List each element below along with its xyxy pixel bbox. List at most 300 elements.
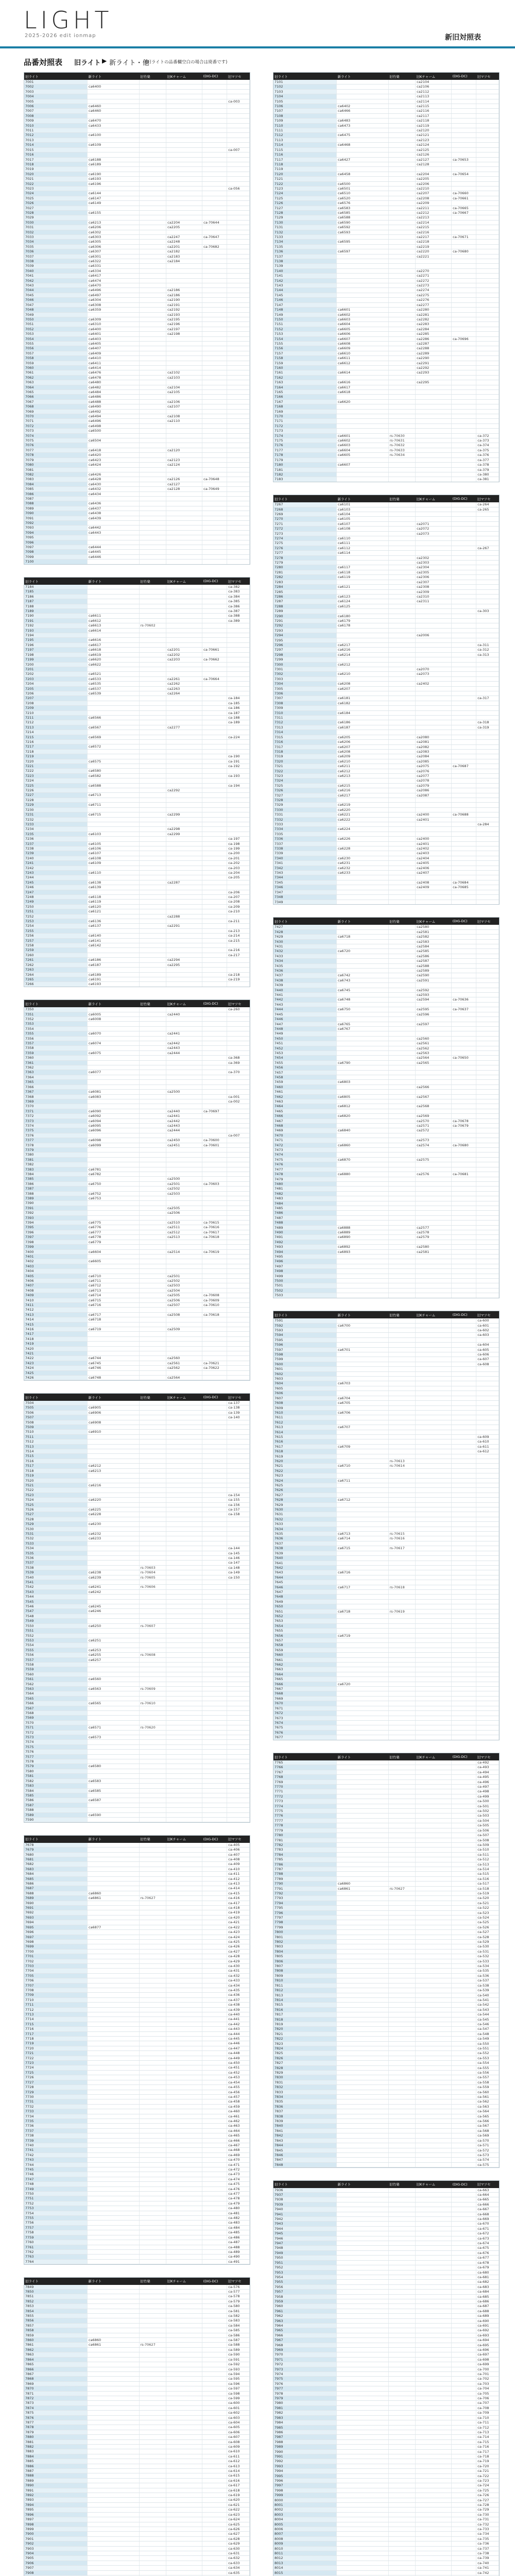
part-number-cell: ca6745 — [88, 1361, 140, 1365]
part-number-cell — [337, 1623, 389, 1628]
part-number-cell — [416, 536, 452, 541]
part-number-cell — [166, 1735, 202, 1740]
part-number-cell — [476, 744, 499, 749]
part-number-cell: ca-207 — [227, 895, 250, 900]
old-part-number: 7226 — [24, 788, 88, 793]
part-number-cell — [166, 1527, 202, 1531]
old-part-number: 7153 — [273, 332, 337, 336]
part-number-cell: ca2220 — [416, 249, 452, 254]
part-number-cell — [227, 443, 250, 448]
part-number-cell — [416, 1565, 452, 1570]
part-number-cell — [139, 1439, 166, 1444]
table-row — [273, 365, 499, 370]
old-part-number: 7397 — [24, 1235, 88, 1240]
part-number-cell — [388, 1473, 416, 1478]
part-number-cell — [202, 443, 227, 448]
table-row — [24, 1638, 250, 1642]
part-number-cell — [227, 365, 250, 370]
part-number-cell — [202, 1798, 227, 1803]
part-number-cell — [416, 1454, 452, 1459]
table-row — [273, 370, 499, 375]
part-number-cell: ca6118 — [337, 570, 389, 574]
part-number-cell — [166, 1449, 202, 1454]
table-row — [24, 1862, 250, 1867]
part-number-cell: ca2204 — [416, 172, 452, 176]
part-number-cell — [452, 317, 476, 321]
old-part-number: 7651 — [273, 1609, 337, 1614]
table-row — [24, 109, 250, 113]
part-number-cell — [202, 1735, 227, 1740]
part-number-cell — [139, 837, 166, 841]
part-number-cell — [139, 822, 166, 826]
part-number-cell — [166, 953, 202, 957]
old-part-number: 7074 — [24, 433, 88, 438]
part-number-cell — [388, 1696, 416, 1701]
table-row — [273, 332, 499, 336]
column-header: 新ライト — [88, 1836, 140, 1843]
part-number-cell: ca6607 — [337, 463, 389, 467]
part-number-cell — [337, 1459, 389, 1463]
part-number-cell: ca2295 — [416, 380, 452, 385]
column-header: (DIG-DC) — [202, 578, 227, 585]
table-row — [273, 1094, 499, 1099]
part-number-cell — [337, 1255, 389, 1259]
table-row — [273, 1604, 499, 1609]
old-part-number: 7463 — [273, 1099, 337, 1104]
part-number-cell — [452, 822, 476, 827]
table-row — [24, 1949, 250, 1954]
part-number-cell — [202, 1332, 227, 1336]
table-row — [24, 1361, 250, 1365]
part-number-cell — [337, 1648, 389, 1652]
part-number-cell — [388, 1288, 416, 1293]
part-number-cell — [452, 594, 476, 599]
part-number-cell — [202, 1084, 227, 1089]
old-part-number: 7564 — [24, 1691, 88, 1696]
part-number-cell — [139, 803, 166, 807]
old-part-number: 7435 — [273, 963, 337, 968]
part-number-cell — [476, 298, 499, 302]
table-row — [24, 1269, 250, 1274]
table-row — [273, 84, 499, 89]
table-row — [273, 1725, 499, 1730]
part-number-cell — [452, 585, 476, 589]
table-row — [273, 638, 499, 642]
part-number-cell — [139, 511, 166, 516]
part-number-cell — [202, 89, 227, 94]
part-number-cell — [388, 1036, 416, 1041]
part-number-cell — [202, 210, 227, 215]
part-number-cell — [452, 1401, 476, 1405]
part-number-cell — [337, 1283, 389, 1288]
part-number-cell — [337, 375, 389, 380]
old-part-number: 7294 — [273, 633, 337, 638]
table-row — [273, 1430, 499, 1434]
part-number-cell — [139, 1774, 166, 1778]
part-number-cell — [388, 1367, 416, 1371]
table-row — [273, 536, 499, 541]
part-number-cell — [202, 147, 227, 152]
part-number-cell — [388, 293, 416, 297]
part-number-cell: ca6070 — [88, 1031, 140, 1036]
old-part-number: 7039 — [24, 264, 88, 268]
part-number-cell — [388, 1454, 416, 1459]
old-part-number: 7532 — [24, 1536, 88, 1541]
old-part-number: 7345 — [273, 880, 337, 885]
old-part-number: 7658 — [273, 1643, 337, 1648]
part-number-cell — [202, 520, 227, 525]
part-number-cell — [388, 1181, 416, 1186]
part-number-cell — [202, 1031, 227, 1036]
part-number-cell — [88, 948, 140, 953]
part-number-cell — [476, 1172, 499, 1177]
part-number-cell — [388, 361, 416, 365]
part-number-cell — [388, 682, 416, 686]
part-number-cell — [476, 614, 499, 618]
old-part-number: 7409 — [24, 1293, 88, 1298]
table-row — [273, 351, 499, 355]
table-row — [273, 162, 499, 166]
part-number-cell — [476, 817, 499, 822]
table-row — [24, 1080, 250, 1084]
old-part-number: 7639 — [273, 1551, 337, 1555]
part-number-cell — [476, 657, 499, 662]
part-number-cell: ca6100 — [88, 133, 140, 138]
table-row — [273, 1283, 499, 1288]
part-number-cell — [388, 1114, 416, 1118]
part-number-cell: ca2406 — [416, 866, 452, 870]
part-number-cell — [166, 1682, 202, 1686]
part-number-cell — [139, 395, 166, 399]
old-part-number: 7189 — [24, 609, 88, 614]
part-number-cell — [388, 1667, 416, 1672]
part-number-cell — [166, 113, 202, 118]
part-number-cell — [227, 457, 250, 462]
part-number-cell — [166, 1595, 202, 1599]
part-number-cell — [139, 1278, 166, 1283]
old-part-number: 7422 — [24, 1356, 88, 1361]
old-part-number: 7676 — [273, 1730, 337, 1735]
table-row — [273, 99, 499, 104]
part-number-cell — [88, 1862, 140, 1867]
table-row — [273, 1464, 499, 1468]
part-number-cell — [88, 1104, 140, 1109]
part-number-cell — [337, 1672, 389, 1676]
table-row — [24, 1090, 250, 1094]
part-number-cell — [388, 710, 416, 715]
logo-subtitle: 2025-2026 edit ionmap — [25, 33, 96, 39]
part-number-cell: ca2444 — [166, 1128, 202, 1133]
part-number-cell: ca6119 — [88, 900, 140, 904]
part-number-cell — [166, 1638, 202, 1642]
part-number-cell: ca2575 — [416, 1157, 452, 1162]
table-row — [24, 1536, 250, 1541]
part-number-cell: ca6189 — [88, 972, 140, 977]
part-number-cell — [416, 1648, 452, 1652]
part-number-cell: ca6476 — [88, 370, 140, 375]
part-number-cell — [139, 1133, 166, 1138]
column-header: 新ライト — [88, 578, 140, 585]
part-number-cell — [337, 983, 389, 988]
part-number-cell — [452, 638, 476, 642]
part-number-cell — [452, 1430, 476, 1434]
part-number-cell — [452, 740, 476, 744]
part-number-cell: ca6496 — [88, 419, 140, 423]
table-header-row — [24, 1836, 250, 1843]
part-number-cell — [452, 580, 476, 584]
part-number-cell — [452, 167, 476, 172]
part-number-cell: ca2127 — [166, 482, 202, 486]
old-part-number: 7099 — [24, 554, 88, 559]
table-row — [24, 487, 250, 492]
part-number-cell — [476, 954, 499, 958]
part-number-cell — [388, 949, 416, 954]
part-number-cell — [139, 1046, 166, 1050]
part-number-cell — [452, 846, 476, 851]
table-row — [24, 1454, 250, 1459]
table-row — [24, 1891, 250, 1895]
table-row — [24, 443, 250, 448]
old-part-number: 7501 — [273, 1283, 337, 1288]
part-number-cell — [388, 895, 416, 900]
old-part-number: 7413 — [24, 1312, 88, 1317]
table-row — [24, 143, 250, 147]
table-row — [273, 939, 499, 944]
part-number-cell — [337, 1730, 389, 1735]
part-number-cell — [476, 925, 499, 929]
part-number-cell — [388, 846, 416, 851]
part-number-cell — [476, 1162, 499, 1167]
part-number-cell — [166, 1803, 202, 1807]
part-number-cell — [476, 1065, 499, 1070]
column-header: 旧マツセ — [227, 578, 250, 585]
part-number-cell — [139, 1060, 166, 1065]
old-part-number: 7164 — [273, 385, 337, 389]
part-number-cell — [202, 80, 227, 84]
old-part-number: 7325 — [273, 783, 337, 788]
part-number-cell — [88, 1153, 140, 1157]
part-number-cell — [88, 822, 140, 826]
part-number-cell — [227, 1128, 250, 1133]
part-number-cell — [166, 769, 202, 773]
table-row — [24, 914, 250, 919]
table-row — [273, 1084, 499, 1089]
part-number-cell — [227, 438, 250, 443]
table-row — [24, 1312, 250, 1317]
part-number-cell — [202, 1090, 227, 1094]
part-number-cell — [416, 1541, 452, 1546]
column-header: 旧竹楽 — [139, 578, 166, 585]
table-row — [273, 1172, 499, 1177]
part-number-cell — [166, 1561, 202, 1565]
part-number-cell — [227, 1706, 250, 1710]
part-number-cell: ca6188 — [88, 157, 140, 162]
part-number-cell: ca2123 — [166, 457, 202, 462]
part-number-cell — [452, 230, 476, 234]
part-number-cell: ca6745 — [337, 988, 389, 992]
part-number-cell — [166, 530, 202, 535]
part-number-cell: ca6109 — [88, 143, 140, 147]
table-row — [273, 1720, 499, 1725]
part-number-cell — [202, 599, 227, 604]
part-number-cell — [139, 1740, 166, 1744]
part-number-cell: ca-187 — [227, 710, 250, 715]
old-part-number: 7700 — [24, 1949, 88, 1954]
part-number-cell — [476, 1084, 499, 1089]
part-number-cell — [416, 385, 452, 389]
part-number-cell — [476, 395, 499, 399]
part-number-cell — [166, 1901, 202, 1905]
part-number-cell — [139, 1778, 166, 1783]
part-number-cell — [139, 778, 166, 783]
table-row — [273, 541, 499, 546]
part-number-cell: ca6334 — [88, 268, 140, 273]
part-number-cell — [452, 1522, 476, 1527]
part-number-cell: ca-384 — [227, 594, 250, 599]
part-number-cell — [337, 1604, 389, 1609]
part-number-cell — [227, 1803, 250, 1807]
part-number-cell — [202, 1060, 227, 1065]
part-number-cell — [452, 1333, 476, 1337]
part-number-cell — [416, 1575, 452, 1580]
part-number-cell — [452, 875, 476, 880]
table-row — [273, 575, 499, 580]
part-number-cell: ca2500 — [166, 1177, 202, 1181]
old-part-number: 7534 — [24, 1546, 88, 1551]
part-number-cell — [227, 1017, 250, 1022]
old-part-number: 7432 — [273, 949, 337, 954]
part-number-cell — [166, 341, 202, 346]
part-number-cell — [202, 288, 227, 293]
table-row — [273, 293, 499, 297]
part-number-cell — [202, 846, 227, 851]
part-number-cell — [388, 322, 416, 327]
table-row — [24, 982, 250, 987]
part-number-cell — [202, 1561, 227, 1565]
part-number-cell: ca6706 — [337, 1410, 389, 1415]
table-row — [273, 167, 499, 172]
part-number-cell — [202, 1935, 227, 1939]
part-number-cell — [166, 1720, 202, 1725]
part-number-cell — [227, 1041, 250, 1046]
old-part-number: 7372 — [24, 1114, 88, 1118]
part-number-cell: ca-410 — [227, 1867, 250, 1871]
part-number-cell: ca2563 — [416, 1050, 452, 1055]
part-number-cell: ca6101 — [337, 502, 389, 507]
old-part-number: 7006 — [24, 104, 88, 109]
table-row — [273, 856, 499, 860]
old-part-number: 7336 — [273, 837, 337, 841]
part-number-cell — [139, 1643, 166, 1648]
part-number-cell — [139, 409, 166, 414]
part-number-cell — [166, 1336, 202, 1341]
table-row — [24, 730, 250, 735]
old-part-number: 7556 — [24, 1653, 88, 1657]
part-number-cell — [476, 1167, 499, 1172]
part-number-cell — [337, 1333, 389, 1337]
part-number-cell: ca6107 — [337, 521, 389, 526]
part-number-cell — [88, 730, 140, 735]
part-number-cell — [88, 1245, 140, 1249]
part-number-cell — [202, 1930, 227, 1935]
part-number-cell — [476, 80, 499, 84]
part-number-cell — [166, 1546, 202, 1551]
part-number-cell — [139, 506, 166, 511]
part-number-cell — [337, 419, 389, 423]
table-row — [24, 1886, 250, 1891]
part-number-cell — [139, 749, 166, 754]
part-number-cell — [476, 1653, 499, 1657]
part-number-cell — [452, 1575, 476, 1580]
part-number-cell — [452, 1444, 476, 1449]
part-number-cell: ca6424 — [88, 463, 140, 467]
part-number-cell — [452, 575, 476, 580]
part-number-cell: ca6108 — [337, 527, 389, 531]
part-number-cell — [139, 492, 166, 496]
old-part-number: 7310 — [273, 710, 337, 715]
old-part-number: 7012 — [24, 133, 88, 138]
part-number-cell — [227, 399, 250, 404]
part-number-cell — [388, 1133, 416, 1138]
part-number-cell — [476, 1283, 499, 1288]
part-number-cell — [202, 254, 227, 259]
column-header: 旧マツセ — [227, 1394, 250, 1401]
part-number-cell: ca2079 — [416, 783, 452, 788]
old-part-number: 7554 — [24, 1643, 88, 1648]
part-number-cell — [202, 1954, 227, 1959]
part-number-cell — [476, 99, 499, 104]
old-part-number: 7513 — [24, 1444, 88, 1449]
table-row — [24, 414, 250, 419]
part-number-cell — [227, 1580, 250, 1585]
part-number-cell — [337, 264, 389, 268]
old-part-number: 7687 — [24, 1886, 88, 1891]
table-row — [24, 278, 250, 283]
old-part-number: 7414 — [24, 1317, 88, 1322]
table-row — [273, 463, 499, 467]
part-number-cell — [476, 1075, 499, 1079]
column-header: 旧ライト — [273, 495, 337, 502]
part-number-cell — [166, 1580, 202, 1585]
table-header-row — [273, 1311, 499, 1318]
part-number-cell: ca6910 — [88, 1430, 140, 1434]
old-part-number: 7469 — [273, 1128, 337, 1133]
part-number-cell — [166, 123, 202, 128]
part-number-cell — [388, 1279, 416, 1283]
part-number-cell — [452, 1240, 476, 1244]
part-number-cell — [202, 638, 227, 642]
part-number-cell — [202, 535, 227, 540]
part-number-cell — [337, 1371, 389, 1376]
part-number-cell — [388, 1050, 416, 1055]
part-number-cell — [139, 1502, 166, 1507]
old-part-number: 7599 — [273, 1357, 337, 1362]
part-number-cell — [166, 152, 202, 157]
part-number-cell — [476, 186, 499, 191]
part-number-cell — [337, 1701, 389, 1706]
part-number-cell: ca6105 — [88, 841, 140, 846]
part-number-cell — [476, 944, 499, 949]
old-part-number: 7376 — [24, 1133, 88, 1138]
part-number-cell — [202, 1254, 227, 1259]
part-number-cell — [476, 370, 499, 375]
old-part-number: 7321 — [273, 764, 337, 769]
part-number-cell — [88, 1551, 140, 1555]
part-number-cell — [202, 807, 227, 812]
part-number-cell: ca6120 — [88, 904, 140, 909]
part-number-cell: ca2114 — [416, 99, 452, 104]
part-number-cell — [88, 1935, 140, 1939]
